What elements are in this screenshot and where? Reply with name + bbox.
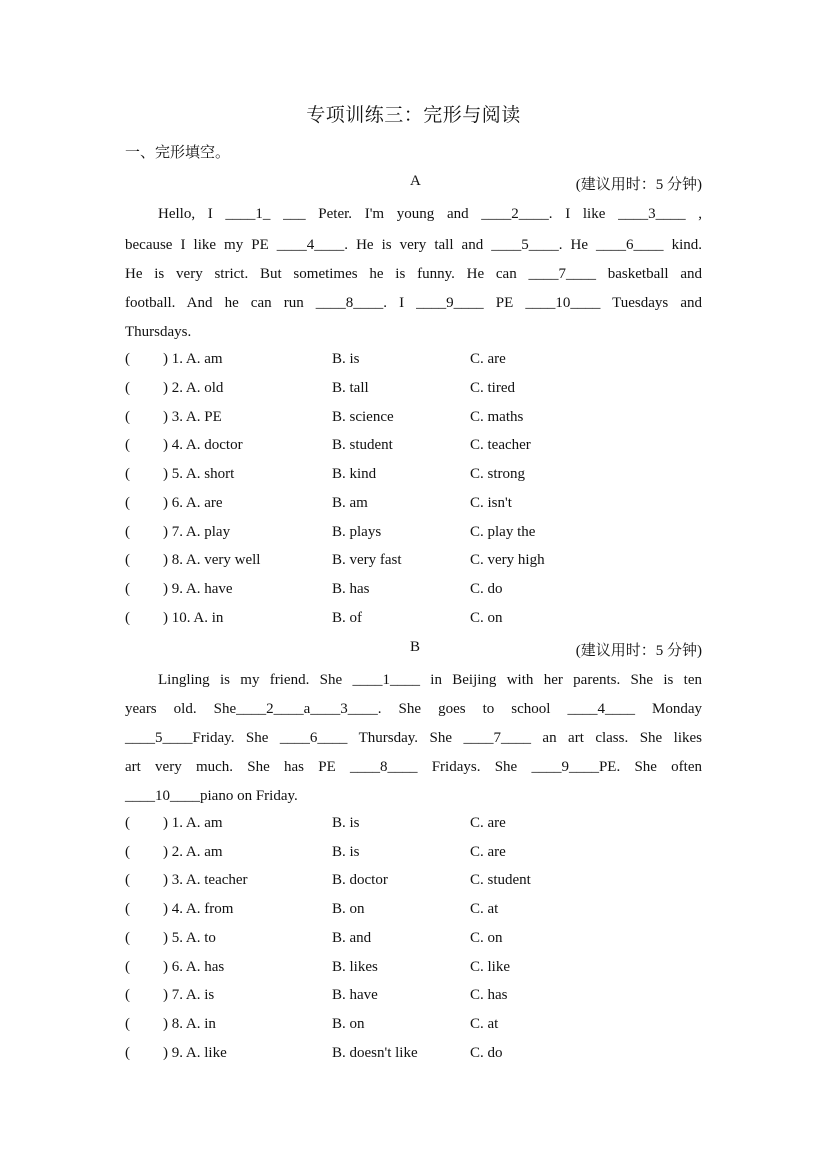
option-c: C. are [470, 351, 506, 367]
part-b-question-row [125, 844, 725, 866]
option-a: ) 8. A. in [163, 1016, 216, 1032]
option-b: B. and [332, 930, 372, 946]
answer-paren: ( [125, 409, 130, 425]
part-b-question-row [125, 987, 725, 1009]
answer-paren: ( [125, 901, 130, 917]
option-a: ) 3. A. teacher [163, 872, 248, 888]
option-a: ) 10. A. in [163, 610, 224, 626]
option-a: ) 1. A. am [163, 815, 223, 831]
option-c: C. do [470, 1045, 503, 1061]
part-b-question-row [125, 959, 725, 981]
option-c: C. are [470, 844, 506, 860]
part-a-passage-line: because I like my PE ____4____. He is very tall and ____5____. He ____6____ kind. [125, 237, 702, 253]
option-c: C. student [470, 872, 531, 888]
option-a: ) 4. A. from [163, 901, 234, 917]
part-b-passage-line: ____10____piano on Friday. [125, 788, 298, 804]
option-a: ) 2. A. old [163, 380, 224, 396]
answer-paren: ( [125, 380, 130, 396]
option-c: C. maths [470, 409, 524, 425]
part-a-question-row [125, 380, 725, 402]
option-a: ) 7. A. play [163, 524, 231, 540]
part-b-question-row [125, 1016, 725, 1038]
answer-paren: ( [125, 581, 130, 597]
part-b-passage-line: years old. She____2____a____3____. She goes to school ____4____ Monday [125, 701, 702, 717]
part-b-question-row [125, 872, 725, 894]
option-c: C. isn't [470, 495, 512, 511]
option-b: B. student [332, 437, 393, 453]
answer-paren: ( [125, 351, 130, 367]
option-c: C. are [470, 815, 506, 831]
answer-paren: ( [125, 466, 130, 482]
option-a: ) 2. A. am [163, 844, 223, 860]
option-b: B. is [332, 815, 360, 831]
answer-paren: ( [125, 437, 130, 453]
option-b: B. tall [332, 380, 369, 396]
page-title: 专项训练三：完形与阅读 [306, 105, 521, 126]
part-a-question-row [125, 351, 725, 373]
option-a: ) 7. A. is [163, 987, 215, 1003]
part-a-question-row [125, 610, 725, 632]
part-b-passage-line: ____5____Friday. She ____6____ Thursday. She ____7____ an art class. She likes [125, 730, 702, 746]
option-b: B. has [332, 581, 370, 597]
answer-paren: ( [125, 815, 130, 831]
part-a-question-row [125, 495, 725, 517]
option-c: C. has [470, 987, 508, 1003]
option-b: B. am [332, 495, 368, 511]
option-b: B. science [332, 409, 394, 425]
option-b: B. on [332, 901, 365, 917]
answer-paren: ( [125, 1045, 130, 1061]
option-a: ) 5. A. short [163, 466, 235, 482]
option-b: B. have [332, 987, 378, 1003]
option-a: ) 8. A. very well [163, 552, 261, 568]
option-c: C. at [470, 901, 499, 917]
part-b-question-row [125, 901, 725, 923]
answer-paren: ( [125, 552, 130, 568]
part-a-question-row [125, 524, 725, 546]
option-c: C. like [470, 959, 510, 975]
option-a: ) 9. A. like [163, 1045, 227, 1061]
part-a-passage-line: He is very strict. But sometimes he is funny. He can ____7____ basketball and [125, 266, 702, 282]
option-c: C. very high [470, 552, 545, 568]
answer-paren: ( [125, 959, 130, 975]
option-c: C. on [470, 930, 503, 946]
option-b: B. kind [332, 466, 377, 482]
section-heading-cloze: 一、完形填空。 [125, 145, 231, 161]
part-b-time-hint: (建议用时：5 分钟) [575, 643, 702, 659]
answer-paren: ( [125, 844, 130, 860]
part-a-question-row [125, 437, 725, 459]
answer-paren: ( [125, 1016, 130, 1032]
part-b-question-row [125, 815, 725, 837]
option-a: ) 1. A. am [163, 351, 223, 367]
option-b: B. of [332, 610, 362, 626]
option-a: ) 6. A. has [163, 959, 225, 975]
answer-paren: ( [125, 495, 130, 511]
option-b: B. plays [332, 524, 382, 540]
answer-paren: ( [125, 524, 130, 540]
option-a: ) 5. A. to [163, 930, 216, 946]
option-a: ) 4. A. doctor [163, 437, 243, 453]
answer-paren: ( [125, 930, 130, 946]
part-a-passage-line: Hello, I ____1_ ___ Peter. I'm young and ____2____. I like ____3____ , [158, 206, 702, 222]
part-b-letter: B [410, 639, 421, 655]
option-b: B. is [332, 351, 360, 367]
answer-paren: ( [125, 987, 130, 1003]
option-a: ) 3. A. PE [163, 409, 222, 425]
part-b-passage-line: art very much. She has PE ____8____ Fridays. She ____9____PE. She often [125, 759, 702, 775]
part-a-time-hint: (建议用时：5 分钟) [575, 177, 702, 193]
option-b: B. very fast [332, 552, 402, 568]
answer-paren: ( [125, 872, 130, 888]
part-a-letter: A [410, 173, 421, 189]
option-a: ) 9. A. have [163, 581, 233, 597]
part-a-question-row [125, 581, 725, 603]
option-c: C. at [470, 1016, 499, 1032]
option-b: B. doctor [332, 872, 388, 888]
option-c: C. tired [470, 380, 515, 396]
option-b: B. likes [332, 959, 378, 975]
option-b: B. on [332, 1016, 365, 1032]
option-c: C. do [470, 581, 503, 597]
option-c: C. strong [470, 466, 526, 482]
part-b-question-row [125, 930, 725, 952]
part-a-question-row [125, 409, 725, 431]
part-b-question-row [125, 1045, 725, 1067]
option-c: C. play the [470, 524, 536, 540]
answer-paren: ( [125, 610, 130, 626]
part-b-passage-line: Lingling is my friend. She ____1____ in Beijing with her parents. She is ten [158, 672, 702, 688]
part-b-header [125, 639, 702, 659]
option-c: C. on [470, 610, 503, 626]
part-a-header [125, 173, 702, 193]
part-a-passage-line: Thursdays. [125, 324, 192, 340]
option-c: C. teacher [470, 437, 531, 453]
option-b: B. is [332, 844, 360, 860]
option-a: ) 6. A. are [163, 495, 223, 511]
part-a-passage-line: football. And he can run ____8____. I ____9____ PE ____10____ Tuesdays and [125, 295, 702, 311]
option-b: B. doesn't like [332, 1045, 418, 1061]
part-a-question-row [125, 552, 725, 574]
part-a-question-row [125, 466, 725, 488]
